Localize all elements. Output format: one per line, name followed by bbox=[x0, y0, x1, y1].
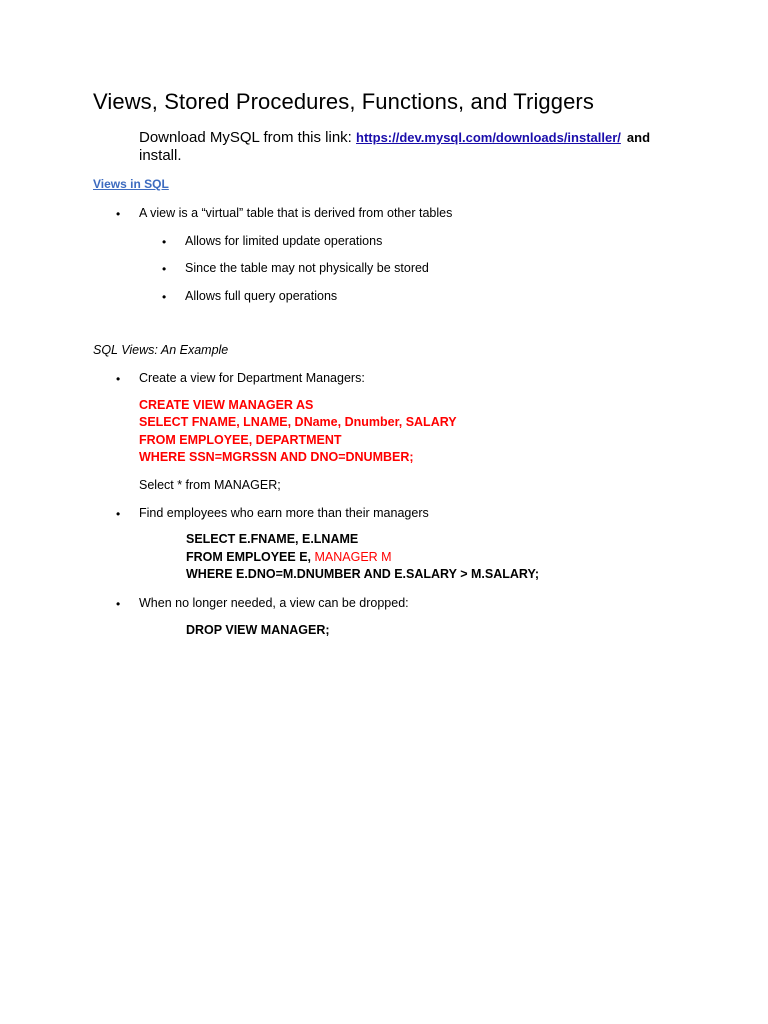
bullet-icon: • bbox=[116, 597, 121, 611]
download-suffix: install. bbox=[139, 147, 182, 164]
download-and: and bbox=[626, 130, 651, 145]
drop-view-instruction: When no longer needed, a view can be dropped: bbox=[139, 596, 409, 610]
view-point: Allows for limited update operations bbox=[185, 234, 383, 248]
mysql-download-link[interactable]: https://dev.mysql.com/downloads/installer/ bbox=[356, 130, 621, 145]
bullet-icon: • bbox=[162, 235, 167, 249]
view-definition: A view is a “virtual” table that is derived from other tables bbox=[139, 206, 453, 220]
bullet-icon: • bbox=[162, 262, 167, 276]
bullet-icon: • bbox=[116, 207, 121, 221]
page-title: Views, Stored Procedures, Functions, and Triggers bbox=[93, 89, 594, 114]
sql-line: FROM EMPLOYEE, DEPARTMENT bbox=[139, 433, 342, 447]
sql-from-clause: FROM EMPLOYEE E, bbox=[186, 550, 315, 564]
example-heading: SQL Views: An Example bbox=[93, 343, 229, 357]
select-manager-line: Select * from MANAGER; bbox=[139, 478, 281, 492]
sql-line: WHERE SSN=MGRSSN AND DNO=DNUMBER; bbox=[139, 450, 414, 464]
view-point: Allows full query operations bbox=[185, 289, 338, 303]
view-point: Since the table may not physically be stored bbox=[185, 261, 429, 275]
sql-line: SELECT E.FNAME, E.LNAME bbox=[186, 532, 359, 546]
views-in-sql-heading[interactable]: Views in SQL bbox=[93, 177, 169, 191]
sql-line: WHERE E.DNO=M.DNUMBER AND E.SALARY > M.SALARY; bbox=[186, 567, 540, 581]
sql-line bbox=[186, 549, 392, 565]
create-view-instruction: Create a view for Department Managers: bbox=[139, 371, 365, 385]
sql-line: CREATE VIEW MANAGER AS bbox=[139, 398, 314, 412]
bullet-icon: • bbox=[116, 372, 121, 386]
bullet-icon: • bbox=[116, 507, 121, 521]
download-instruction bbox=[139, 129, 650, 147]
sql-manager-alias: MANAGER M bbox=[314, 550, 392, 564]
sql-line: DROP VIEW MANAGER; bbox=[186, 623, 330, 637]
sql-line: SELECT FNAME, LNAME, DName, Dnumber, SALARY bbox=[139, 415, 457, 429]
bullet-icon: • bbox=[162, 290, 167, 304]
find-employees-instruction: Find employees who earn more than their managers bbox=[139, 506, 429, 520]
download-prefix: Download MySQL from this link: bbox=[139, 129, 352, 146]
